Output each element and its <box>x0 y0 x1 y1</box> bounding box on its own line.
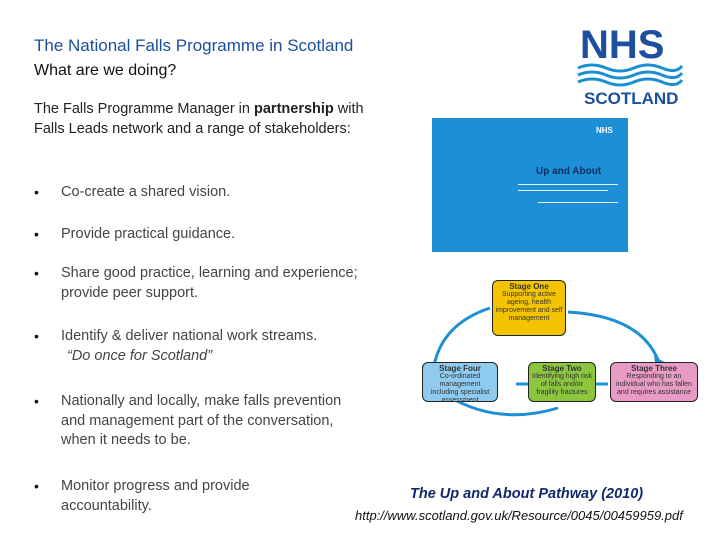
bullet-dot-icon: • <box>34 265 39 281</box>
intro-text-a: The Falls Programme Manager in <box>34 101 254 117</box>
stage-four-body: Co-ordinated management including specialist assessment <box>430 373 490 404</box>
stage-two-box <box>528 362 596 402</box>
slide-subtitle: What are we doing? <box>34 62 177 79</box>
intro-text-b: with Falls Leads network and a range of stakeholders: <box>34 101 364 137</box>
bullet-dot-icon: • <box>34 478 39 494</box>
stage-three-body: Responding to an individual who has fallen and requires assistance <box>616 373 692 396</box>
bullet-dot-icon: • <box>34 226 39 242</box>
bullet-text: Co-create a shared vision. <box>61 184 231 200</box>
stage-one-heading: Stage One <box>509 282 549 291</box>
cover-text-line <box>518 190 608 191</box>
logo-nhs-text: NHS <box>580 23 665 67</box>
intro-text-bold: partnership <box>254 101 334 117</box>
stage-one-body: Supporting active ageing, health improvement and self management <box>495 291 563 322</box>
stage-three-heading: Stage Three <box>631 364 677 373</box>
slide-title: The National Falls Programme in Scotland <box>34 36 354 55</box>
source-url[interactable]: http://www.scotland.gov.uk/Resource/0045/00459959.pdf <box>355 508 683 523</box>
pathway-diagram <box>418 276 700 436</box>
stage-four-box <box>422 362 498 402</box>
intro-paragraph <box>34 99 374 139</box>
nhs-scotland-logo <box>574 20 684 108</box>
stage-two-heading: Stage Two <box>542 364 582 373</box>
bullet-dot-icon: • <box>34 393 39 409</box>
bullet-text: Share good practice, learning and experience; provide peer support. <box>61 265 358 301</box>
bullet-text: Nationally and locally, make falls prevention and management part of the conversation, when it needs to be. <box>61 393 342 448</box>
bullet-text-wrap <box>61 327 361 366</box>
bullet-text: Monitor progress and provide accountability. <box>61 478 250 514</box>
cover-text-line <box>538 202 618 203</box>
pathway-caption: The Up and About Pathway (2010) <box>410 486 644 502</box>
bullet-dot-icon: • <box>34 184 39 200</box>
logo-scotland-text: SCOTLAND <box>584 89 679 108</box>
report-cover-image <box>432 118 628 252</box>
bullet-quote: “Do once for Scotland” <box>67 347 213 364</box>
bullet-text: Provide practical guidance. <box>61 226 236 242</box>
cover-text-line <box>518 184 618 185</box>
stage-two-body: Identifying high risk of falls and/or fragility fractures <box>532 373 592 396</box>
bullet-dot-icon: • <box>34 328 39 344</box>
nhs-logo-graphic <box>574 20 684 108</box>
stage-three-box <box>610 362 698 402</box>
stage-four-heading: Stage Four <box>439 364 481 373</box>
bullet-text: Identify & deliver national work streams. <box>61 328 318 344</box>
cover-title: Up and About <box>536 166 602 177</box>
stage-one-box <box>492 280 566 336</box>
cover-logo: NHS <box>596 126 613 135</box>
